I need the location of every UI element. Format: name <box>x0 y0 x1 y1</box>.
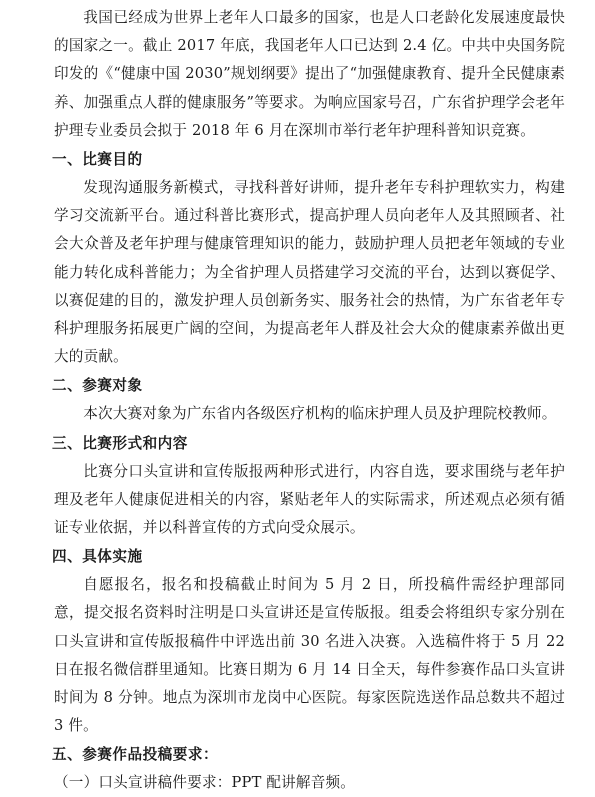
section-heading-participants: 二、参赛对象 <box>52 377 143 395</box>
section-heading-implementation: 四、具体实施 <box>52 548 143 566</box>
section-body-purpose: 发现沟通服务新模式，寻找科普好讲师，提升老年专科护理软实力，构建学习交流新平台。通过科普比赛形式，提高护理人员向老年人及其照顾者、社会大众普及老年护理与健康管理知识的能力，鼓励护理人员把老年领域的专业能力转化成科普能力；为全省护理人员搭建学习交流的平台，达到以赛促学、以赛促建的目的，激发护理人员创新务实、服务社会的热情，为广东省老年专科护理服务拓展更广阔的空间，为提高老年人群及社会大众的健康素养做出更大的贡献。 <box>54 179 565 366</box>
section-heading-submission: 五、参赛作品投稿要求： <box>52 746 219 764</box>
section-body-implementation: 自愿报名，报名和投稿截止时间为 5 月 2 日，所投稿件需经护理部同意，提交报名资料时注明是口头宣讲还是宣传版报。组委会将组织专家分别在口头宣讲和宣传版报稿件中评选出前 30 名进入决赛。入选稿件将于 5 月 22 日在报名微信群里通知。比赛日期为 6 月 14 日全天，每件参赛作品口头宣讲时间为 8 分钟。地点为深圳市龙岗中心医院。每家医院选送作品总数共不超过 3 件。 <box>54 576 565 735</box>
section-heading-purpose: 一、比赛目的 <box>52 151 143 169</box>
subitem-oral-presentation: （一）口头宣讲稿件要求：PPT 配讲解音频。 <box>54 774 356 792</box>
section-body-participants: 本次大赛对象为广东省内各级医疗机构的临床护理人员及护理院校教师。 <box>83 405 557 423</box>
section-body-format: 比赛分口头宣讲和宣传版报两种形式进行，内容自选，要求围绕与老年护理及老年人健康促进相关的内容，紧贴老年人的实际需求，所述观点必须有循证专业依据，并以科普宣传的方式向受众展示。 <box>54 462 565 537</box>
section-heading-format: 三、比赛形式和内容 <box>52 434 188 452</box>
intro-paragraph: 我国已经成为世界上老年人口最多的国家，也是人口老龄化发展速度最快的国家之一。截止 2017 年底，我国老年人口已达到 2.4 亿。中共中央国务院印发的《“健康中国 2030”规划纲要》提出了“加强健康教育、提升全民健康素养、加强重点人群的健康服务”等要求。为响应国家号召，广东省护理学会老年护理专业委员会拟于 2018 年 6 月在深圳市举行老年护理科普知识竞赛。 <box>54 9 565 139</box>
